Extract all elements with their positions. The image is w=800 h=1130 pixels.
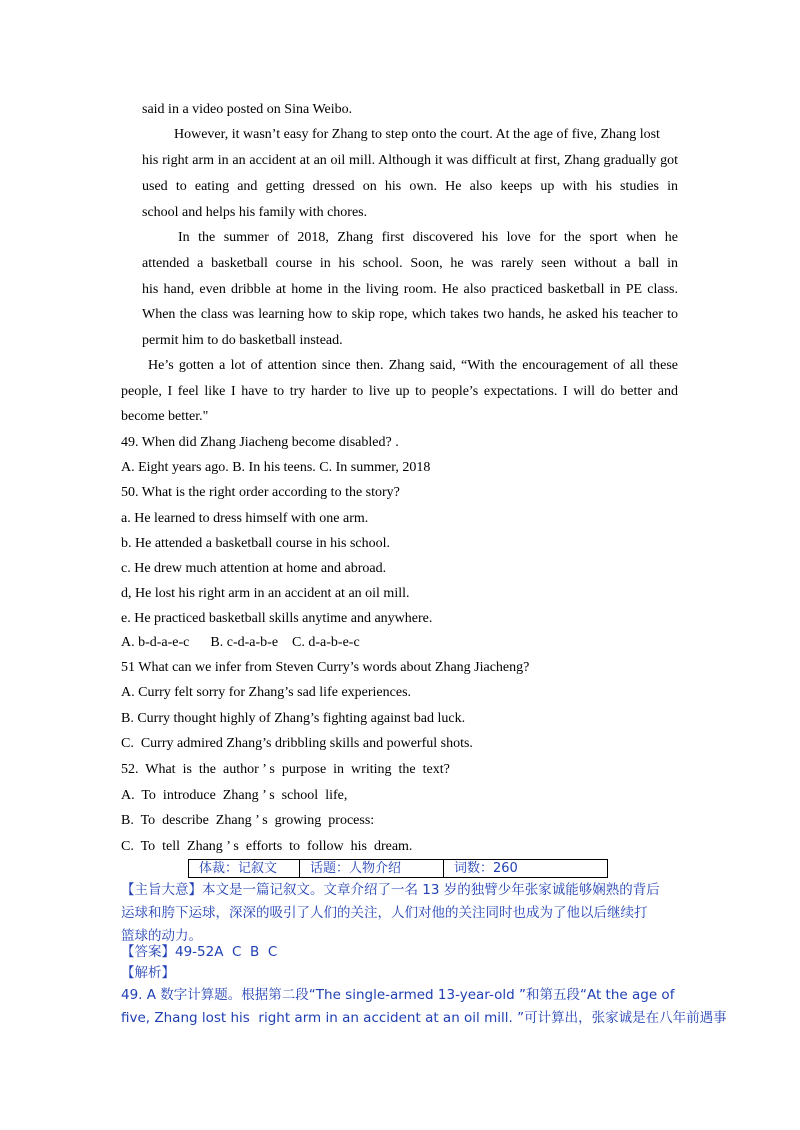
question-line: a. He learned to dress himself with one arm. — [121, 511, 369, 526]
question-line: A. To introduce Zhang ’ s school life, — [121, 788, 348, 803]
question-line: B. To describe Zhang ’ s growing process: — [121, 813, 375, 828]
paragraph-line: his hand, even dribble at home in the living room. He also practiced basketball in PE class. — [142, 282, 678, 297]
paragraph-line: his right arm in an accident at an oil mill. Although it was difficult at first, Zhang gradually got — [142, 153, 678, 168]
question-line: b. He attended a basketball course in his school. — [121, 536, 391, 551]
main-idea-line: 运球和胯下运球，深深的吸引了人们的关注，人们对他的关注同时也成为了他以后继续打 — [121, 905, 648, 921]
question-line: A. Eight years ago. B. In his teens. C. In summer, 2018 — [121, 460, 431, 475]
paragraph-line: school and helps his family with chores. — [142, 205, 368, 220]
question-line: 50. What is the right order according to the story? — [121, 485, 400, 500]
question-line: 51 What can we infer from Steven Curry’s words about Zhang Jiacheng? — [121, 660, 530, 675]
question-line: A. b-d-a-e-c B. c-d-a-b-e C. d-a-b-e-c — [121, 635, 360, 650]
question-line: c. He drew much attention at home and abroad. — [121, 561, 387, 576]
paragraph-line: said in a video posted on Sina Weibo. — [142, 102, 353, 117]
paragraph-line: In the summer of 2018, Zhang first discovered his love for the sport when he — [178, 230, 678, 245]
question-line: C. Curry admired Zhang’s dribbling skills and powerful shots. — [121, 736, 473, 751]
answer-line: 【答案】49-52A C B C — [121, 944, 278, 960]
question-line: B. Curry thought highly of Zhang’s fighting against bad luck. — [121, 711, 466, 726]
explain-label: 【解析】 — [121, 965, 175, 981]
passage-info-box — [188, 859, 608, 878]
explain-line: five, Zhang lost his right arm in an accident at an oil mill. ”可计算出，张家诚是在八年前遇事 — [121, 1010, 727, 1026]
explain-line: 49. A 数字计算题。根据第二段“The single-armed 13-year-old ”和第五段“At the age of — [121, 987, 675, 1003]
question-line: 52. What is the author ’ s purpose in writing the text? — [121, 762, 450, 777]
word-count-cell: 词数：260 — [454, 861, 518, 876]
paragraph-line: When the class was learning how to skip rope, which takes two hands, he asked his teacher to — [142, 307, 678, 322]
question-line: e. He practiced basketball skills anytime and anywhere. — [121, 611, 433, 626]
paragraph-line: permit him to do basketball instead. — [142, 333, 343, 348]
paragraph-line: However, it wasn’t easy for Zhang to step onto the court. At the age of five, Zhang lost — [174, 127, 660, 142]
main-idea-line: 【主旨大意】本文是一篇记叙文。文章介绍了一名 13 岁的独臂少年张家诚能够娴熟的背后 — [121, 882, 660, 898]
question-line: A. Curry felt sorry for Zhang’s sad life experiences. — [121, 685, 412, 700]
topic-cell: 话题：人物介绍 — [300, 860, 444, 877]
paragraph-line: become better." — [121, 409, 209, 424]
paragraph-line: people, I feel like I have to try harder to live up to people’s expectations. I will do better and — [121, 384, 678, 399]
main-idea-line: 篮球的动力。 — [121, 928, 202, 944]
paragraph-line: attended a basketball course in his school. Soon, he was rarely seen without a ball in — [142, 256, 678, 271]
question-line: C. To tell Zhang ’ s efforts to follow his dream. — [121, 839, 413, 854]
genre-cell: 体裁：记叙文 — [189, 860, 300, 877]
paragraph-line: He’s gotten a lot of attention since then. Zhang said, “With the encouragement of all these — [148, 358, 678, 373]
question-line: 49. When did Zhang Jiacheng become disabled? . — [121, 435, 399, 450]
question-line: d, He lost his right arm in an accident at an oil mill. — [121, 586, 410, 601]
paragraph-line: used to eating and getting dressed on his own. He also keeps up with his studies in — [142, 179, 678, 194]
